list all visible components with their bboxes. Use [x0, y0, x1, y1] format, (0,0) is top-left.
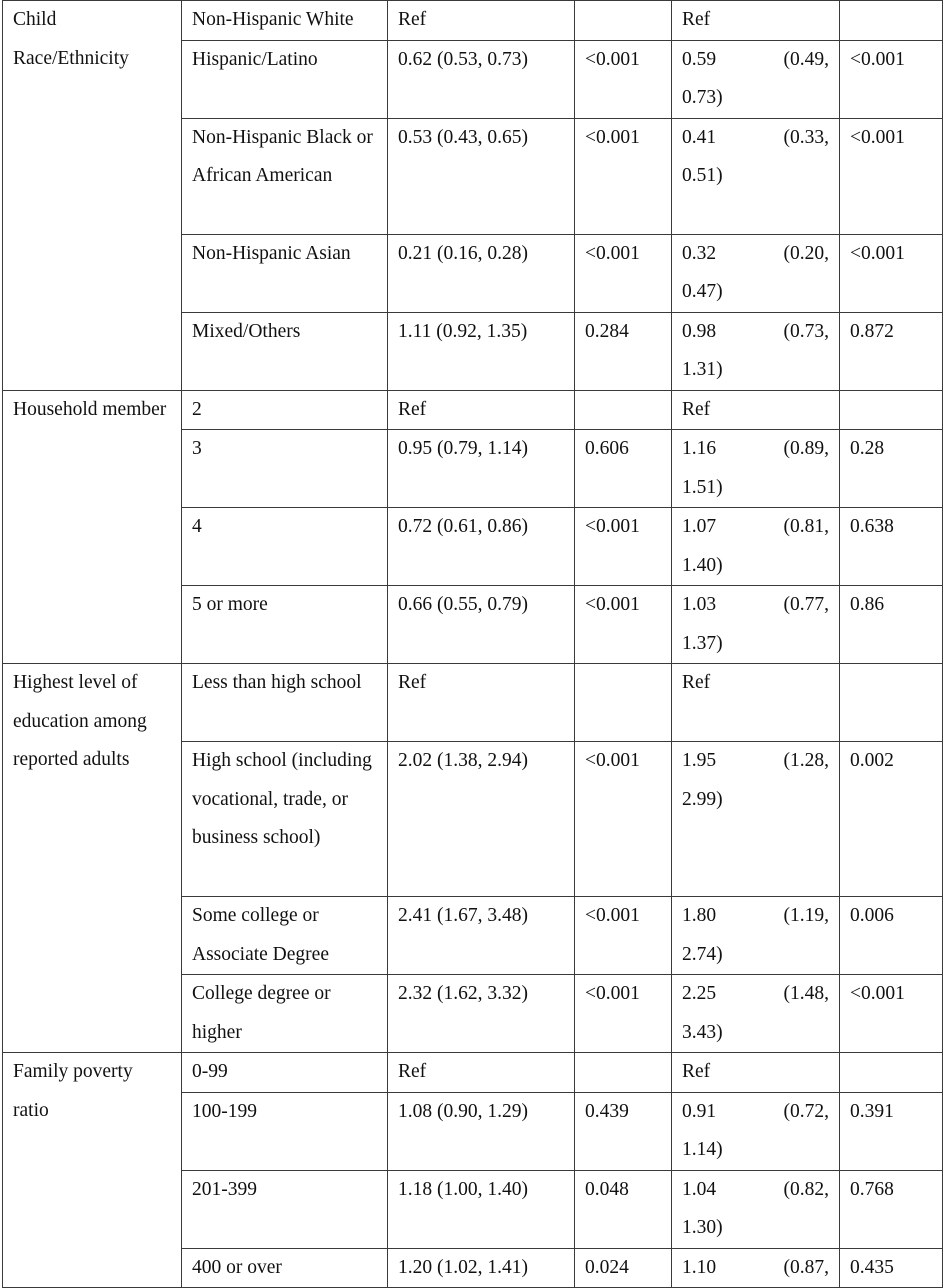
odds-ratio-model2 — [672, 1092, 840, 1170]
odds-ratio-ci — [682, 586, 829, 663]
odds-ratio-estimate: 1.04 — [682, 1178, 717, 1200]
category-label: Less than high school — [182, 664, 388, 742]
odds-ratio-ci — [682, 975, 829, 1052]
odds-ratio-ci — [682, 1249, 829, 1288]
ci-upper: 1.40) — [682, 554, 723, 576]
odds-ratio-estimate: 1.16 — [682, 438, 717, 459]
category-label: 100-199 — [182, 1092, 388, 1170]
p-value-model2: 0.002 — [840, 742, 943, 897]
category-label: 3 — [182, 430, 388, 508]
odds-ratio-estimate: 1.80 — [682, 905, 717, 926]
p-value-model1: 0.606 — [575, 430, 672, 508]
p-value-model2 — [840, 390, 943, 430]
p-value-model1: <0.001 — [575, 234, 672, 312]
odds-ratio-ci — [682, 119, 829, 196]
odds-ratio-model2 — [672, 897, 840, 975]
odds-ratio-model1: 1.20 (1.02, 1.41) — [388, 1248, 575, 1288]
p-value-model1: <0.001 — [575, 40, 672, 118]
odds-ratio-estimate: Ref — [682, 398, 711, 420]
odds-ratio-estimate: Ref — [682, 1061, 711, 1082]
odds-ratio-model1: 1.18 (1.00, 1.40) — [388, 1170, 575, 1248]
odds-ratio-model1: Ref — [388, 1, 575, 41]
category-label: 0-99 — [182, 1053, 388, 1093]
odds-ratio-model1: 2.41 (1.67, 3.48) — [388, 897, 575, 975]
ci-lower: (1.28, — [783, 750, 829, 771]
odds-ratio-model2 — [672, 664, 840, 742]
ci-upper: 1.14) — [682, 1139, 723, 1160]
odds-ratio-model2 — [672, 40, 840, 118]
odds-ratio-model1: 0.95 (0.79, 1.14) — [388, 430, 575, 508]
ci-lower: (1.48, — [783, 983, 829, 1004]
ci-upper: 2.99) — [682, 788, 723, 810]
ci-lower: (0.49, — [783, 48, 829, 70]
variable-label: Family poverty ratio — [3, 1053, 182, 1288]
odds-ratio-model2 — [672, 742, 840, 897]
ci-upper: 0.47) — [682, 281, 723, 302]
odds-ratio-model2 — [672, 1170, 840, 1248]
odds-ratio-model1: 2.02 (1.38, 2.94) — [388, 742, 575, 897]
ci-lower: (1.19, — [783, 905, 829, 926]
odds-ratio-estimate: 1.07 — [682, 516, 717, 537]
odds-ratio-estimate: 0.32 — [682, 242, 717, 264]
odds-ratio-ci — [682, 1093, 829, 1170]
ci-upper: 1.31) — [682, 359, 723, 380]
odds-ratio-model2 — [672, 312, 840, 390]
ci-lower: (0.87, — [783, 1256, 829, 1278]
odds-ratio-model1: 0.66 (0.55, 0.79) — [388, 586, 575, 664]
p-value-model2: <0.001 — [840, 975, 943, 1053]
p-value-model2: <0.001 — [840, 118, 943, 234]
odds-ratio-model2 — [672, 390, 840, 430]
p-value-model1: <0.001 — [575, 118, 672, 234]
odds-ratio-estimate: 0.91 — [682, 1100, 717, 1122]
odds-ratio-ci — [682, 664, 829, 703]
p-value-model2: 0.435 — [840, 1248, 943, 1288]
odds-ratio-estimate: Ref — [682, 9, 711, 30]
category-label: Non-Hispanic Asian — [182, 234, 388, 312]
category-label: 5 or more — [182, 586, 388, 664]
p-value-model1 — [575, 664, 672, 742]
odds-ratio-model2 — [672, 1248, 840, 1288]
p-value-model2: 0.391 — [840, 1092, 943, 1170]
category-label: Non-Hispanic Black or African American — [182, 118, 388, 234]
p-value-model1: <0.001 — [575, 975, 672, 1053]
table-body — [3, 1, 943, 1288]
p-value-model1: 0.048 — [575, 1170, 672, 1248]
category-label: 4 — [182, 508, 388, 586]
category-label: College degree or higher — [182, 975, 388, 1053]
odds-ratio-estimate: 0.41 — [682, 126, 717, 148]
odds-ratio-estimate: 1.95 — [682, 750, 717, 771]
ci-lower: (0.77, — [783, 594, 829, 615]
ci-upper: 1.30) — [682, 1217, 723, 1238]
odds-ratio-model1: Ref — [388, 1053, 575, 1093]
ci-lower: (0.81, — [783, 516, 829, 537]
p-value-model1: <0.001 — [575, 586, 672, 664]
variable-label: Highest level of education among reported adults — [3, 664, 182, 1053]
odds-ratio-estimate: Ref — [682, 672, 711, 693]
ci-lower: (0.33, — [783, 126, 829, 148]
table-row — [3, 390, 943, 430]
p-value-model1 — [575, 1053, 672, 1093]
odds-ratio-model2 — [672, 508, 840, 586]
p-value-model1: 0.024 — [575, 1248, 672, 1288]
category-label: 2 — [182, 390, 388, 430]
odds-ratio-model2 — [672, 975, 840, 1053]
odds-ratio-ci — [682, 1, 829, 40]
category-label: Some college or Associate Degree — [182, 897, 388, 975]
odds-ratio-model1: Ref — [388, 390, 575, 430]
odds-ratio-estimate: 1.10 — [682, 1256, 717, 1278]
p-value-model2: <0.001 — [840, 40, 943, 118]
category-label: 201-399 — [182, 1170, 388, 1248]
odds-ratio-ci — [682, 508, 829, 585]
ci-lower: (0.72, — [783, 1100, 829, 1122]
p-value-model2: 0.768 — [840, 1170, 943, 1248]
table-row — [3, 1, 943, 41]
odds-ratio-ci — [682, 897, 829, 974]
odds-ratio-model2 — [672, 234, 840, 312]
table-row — [3, 1053, 943, 1093]
odds-ratio-ci — [682, 1171, 829, 1248]
odds-ratio-ci — [682, 1053, 829, 1092]
odds-ratio-ci — [682, 235, 829, 312]
ci-lower: (0.89, — [783, 438, 829, 459]
odds-ratio-model1: Ref — [388, 664, 575, 742]
category-label: 400 or over — [182, 1248, 388, 1288]
odds-ratio-estimate: 0.98 — [682, 320, 717, 342]
variable-label: Child Race/Ethnicity — [3, 1, 182, 391]
ci-upper: 2.74) — [682, 943, 723, 965]
odds-ratio-model1: 0.62 (0.53, 0.73) — [388, 40, 575, 118]
odds-ratio-model2 — [672, 586, 840, 664]
p-value-model2 — [840, 1053, 943, 1093]
p-value-model2 — [840, 1, 943, 41]
ci-lower: (0.82, — [783, 1178, 829, 1200]
p-value-model2: 0.872 — [840, 312, 943, 390]
ci-upper: 1.37) — [682, 632, 723, 654]
odds-ratio-estimate: 0.59 — [682, 48, 717, 70]
odds-ratio-model2 — [672, 1, 840, 41]
p-value-model1: <0.001 — [575, 508, 672, 586]
p-value-model2: 0.006 — [840, 897, 943, 975]
p-value-model1 — [575, 1, 672, 41]
odds-ratio-ci — [682, 41, 829, 118]
p-value-model1: 0.284 — [575, 312, 672, 390]
category-label: Non-Hispanic White — [182, 1, 388, 41]
p-value-model1: <0.001 — [575, 897, 672, 975]
p-value-model1: <0.001 — [575, 742, 672, 897]
category-label: Mixed/Others — [182, 312, 388, 390]
ci-lower: (0.73, — [783, 320, 829, 342]
ci-upper: 1.51) — [682, 476, 723, 498]
odds-ratio-model1: 1.11 (0.92, 1.35) — [388, 312, 575, 390]
odds-ratio-model1: 0.53 (0.43, 0.65) — [388, 118, 575, 234]
ci-upper: 0.73) — [682, 87, 723, 108]
category-label: High school (including vocational, trade, or business school) — [182, 742, 388, 897]
table-row — [3, 664, 943, 742]
odds-ratio-ci — [682, 430, 829, 507]
odds-ratio-ci — [682, 391, 829, 430]
p-value-model2: 0.28 — [840, 430, 943, 508]
p-value-model2 — [840, 664, 943, 742]
p-value-model2: 0.86 — [840, 586, 943, 664]
ci-upper: 3.43) — [682, 1021, 723, 1043]
odds-ratio-model2 — [672, 118, 840, 234]
ci-lower: (0.20, — [783, 242, 829, 264]
odds-ratio-model1: 1.08 (0.90, 1.29) — [388, 1092, 575, 1170]
p-value-model1 — [575, 390, 672, 430]
odds-ratio-estimate: 1.03 — [682, 594, 717, 615]
odds-ratio-model2 — [672, 430, 840, 508]
regression-results-table — [2, 0, 943, 1288]
odds-ratio-model2 — [672, 1053, 840, 1093]
odds-ratio-ci — [682, 313, 829, 390]
variable-label: Household member — [3, 390, 182, 664]
category-label: Hispanic/Latino — [182, 40, 388, 118]
odds-ratio-estimate: 2.25 — [682, 983, 717, 1004]
odds-ratio-model1: 0.21 (0.16, 0.28) — [388, 234, 575, 312]
p-value-model1: 0.439 — [575, 1092, 672, 1170]
p-value-model2: 0.638 — [840, 508, 943, 586]
ci-upper: 0.51) — [682, 165, 723, 186]
odds-ratio-model1: 0.72 (0.61, 0.86) — [388, 508, 575, 586]
odds-ratio-model1: 2.32 (1.62, 3.32) — [388, 975, 575, 1053]
p-value-model2: <0.001 — [840, 234, 943, 312]
odds-ratio-ci — [682, 742, 829, 819]
